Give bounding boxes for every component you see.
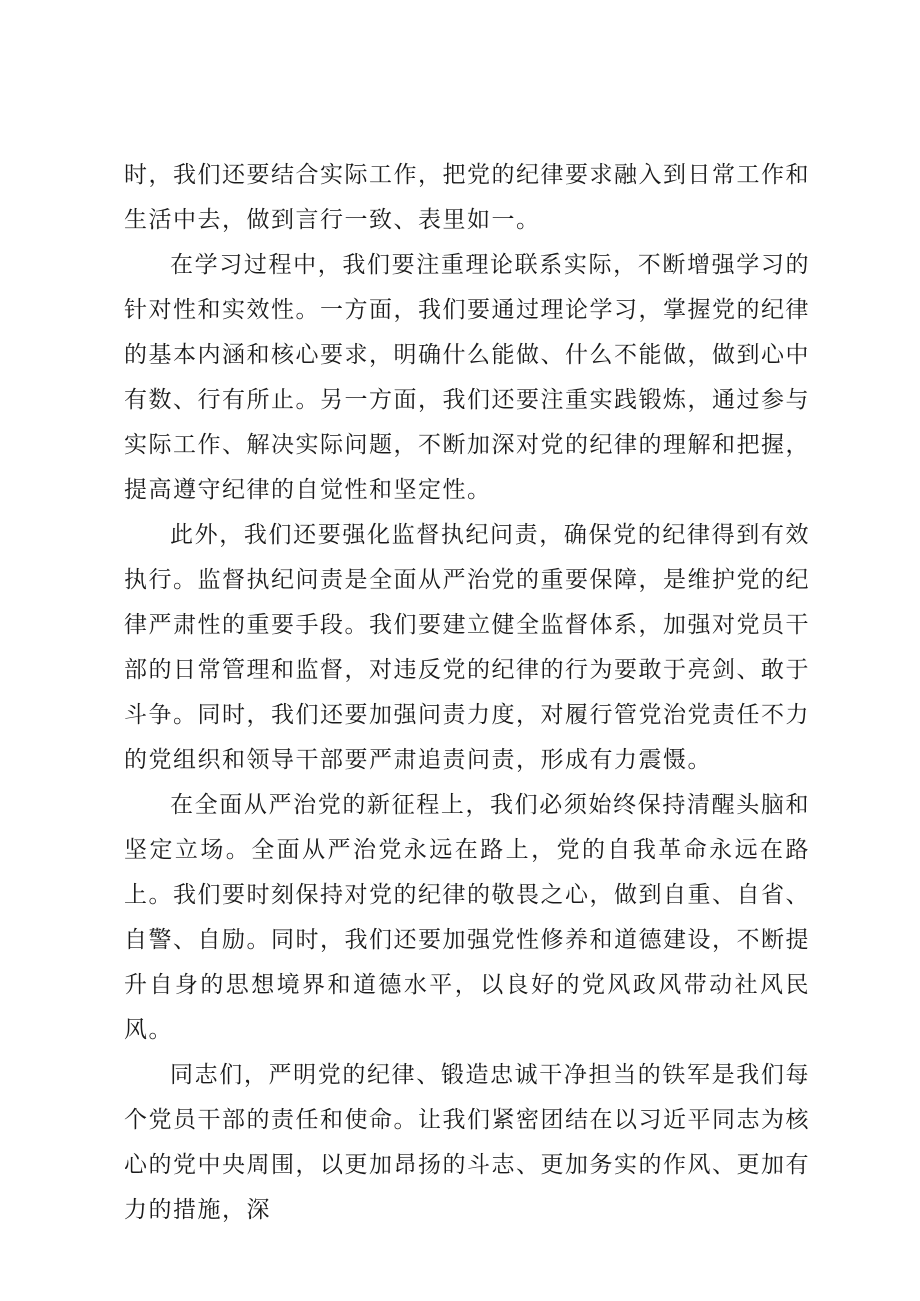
paragraph-5: 同志们，严明党的纪律、锻造忠诚干净担当的铁军是我们每个党员干部的责任和使命。让我们紧密团结在以习近平同志为核心的党中央周围，以更加昂扬的斗志、更加务实的作风、更加有力的措施，深 xyxy=(124,1062,810,1223)
paragraph-4: 在全面从严治党的新征程上，我们必须始终保持清醒头脑和坚定立场。全面从严治党永远在路上，党的自我革命永远在路上。我们要时刻保持对党的纪律的敬畏之心，做到自重、自省、自警、自励。同时，我们还要加强党性修养和道德建设，不断提升自身的思想境界和道德水平，以良好的党风政风带动社风民风。 xyxy=(124,792,810,1043)
document-body xyxy=(124,153,810,1233)
paragraph-2: 在学习过程中，我们要注重理论联系实际，不断增强学习的针对性和实效性。一方面，我们要通过理论学习，掌握党的纪律的基本内涵和核心要求，明确什么能做、什么不能做，做到心中有数、行有所止。另一方面，我们还要注重实践锻炼，通过参与实际工作、解决实际问题，不断加深对党的纪律的理解和把握，提高遵守纪律的自觉性和坚定性。 xyxy=(124,252,810,503)
paragraph-1: 时，我们还要结合实际工作，把党的纪律要求融入到日常工作和生活中去，做到言行一致、表里如一。 xyxy=(124,162,810,233)
paragraph-3: 此外，我们还要强化监督执纪问责，确保党的纪律得到有效执行。监督执纪问责是全面从严治党的重要保障，是维护党的纪律严肃性的重要手段。我们要建立健全监督体系，加强对党员干部的日常管理和监督，对违反党的纪律的行为要敢于亮剑、敢于斗争。同时，我们还要加强问责力度，对履行管党治党责任不力的党组织和领导干部要严肃追责问责，形成有力震慑。 xyxy=(124,522,810,773)
